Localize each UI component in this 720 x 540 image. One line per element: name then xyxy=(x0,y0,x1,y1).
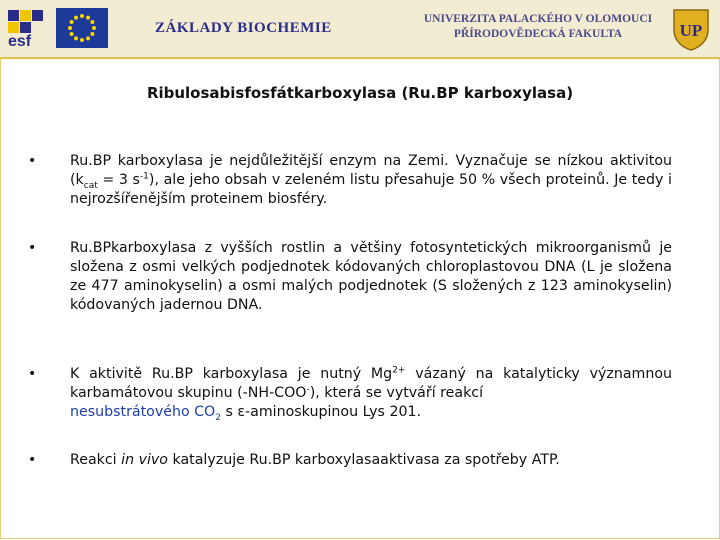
bullet-1: • xyxy=(28,153,37,169)
paragraph-1: Ru.BP karboxylasa je nejdůležitější enzym na Zemi. Vyznačuje se nízkou aktivitou ($k_{cat} = 3$ $s^{-1}$), ale jeho obsah v zeleném listu přesahuje 50 % všech proteinů. Je tedy i nejrozšířenějším proteinem biosféry. xyxy=(70,153,672,207)
esf-logo-text: esf xyxy=(8,33,32,48)
course-title: ZÁKLADY BIOCHEMIE xyxy=(155,20,332,36)
blue-co2-text: nesubstrátového $CO_2$ xyxy=(70,404,221,423)
university-name xyxy=(412,12,664,42)
paragraph-3: K aktivitě Ru.BP karboxylasa je nutný $Mg^{2+}$ vázaný na katalyticky významnou karbamátovou skupinu (-NH-COO-), která se vytváří reakcí nesubstrátového $CO_2$ s ε-aminoskupinou Lys 201. xyxy=(70,365,672,423)
bullet-4: • xyxy=(28,452,37,468)
university-logo-text: UP xyxy=(679,21,703,40)
slide-title: Ribulosabisfosfátkarboxylasa (Ru.BP karboxylasa) xyxy=(146,84,574,102)
eu-flag-icon xyxy=(56,8,108,48)
paragraph-4: Reakci in vivo katalyzuje Ru.BP karboxylasaaktivasa za spotřeby ATP. xyxy=(70,452,560,468)
paragraph-2: Ru.BPkarboxylasa z vyšších rostlin a většiny fotosyntetických mikroorganismů je složena z osmi velkých podjednotek kódovaných chloroplastovou DNA (L je složena ze 477 aminokyselin) a osmi malých podjednotek (S složených z 123 aminokyselin) kódovaných jadernou DNA. xyxy=(70,240,672,313)
university-line-2: PŘÍRODOVĚDECKÁ FAKULTA xyxy=(453,28,623,40)
esf-logo xyxy=(6,8,52,48)
university-logo xyxy=(668,6,714,52)
bullet-2: • xyxy=(28,240,37,256)
bullet-3: • xyxy=(28,366,37,382)
header-band xyxy=(0,0,720,59)
university-line-1: UNIVERZITA PALACKÉHO V OLOMOUCI xyxy=(423,13,653,25)
